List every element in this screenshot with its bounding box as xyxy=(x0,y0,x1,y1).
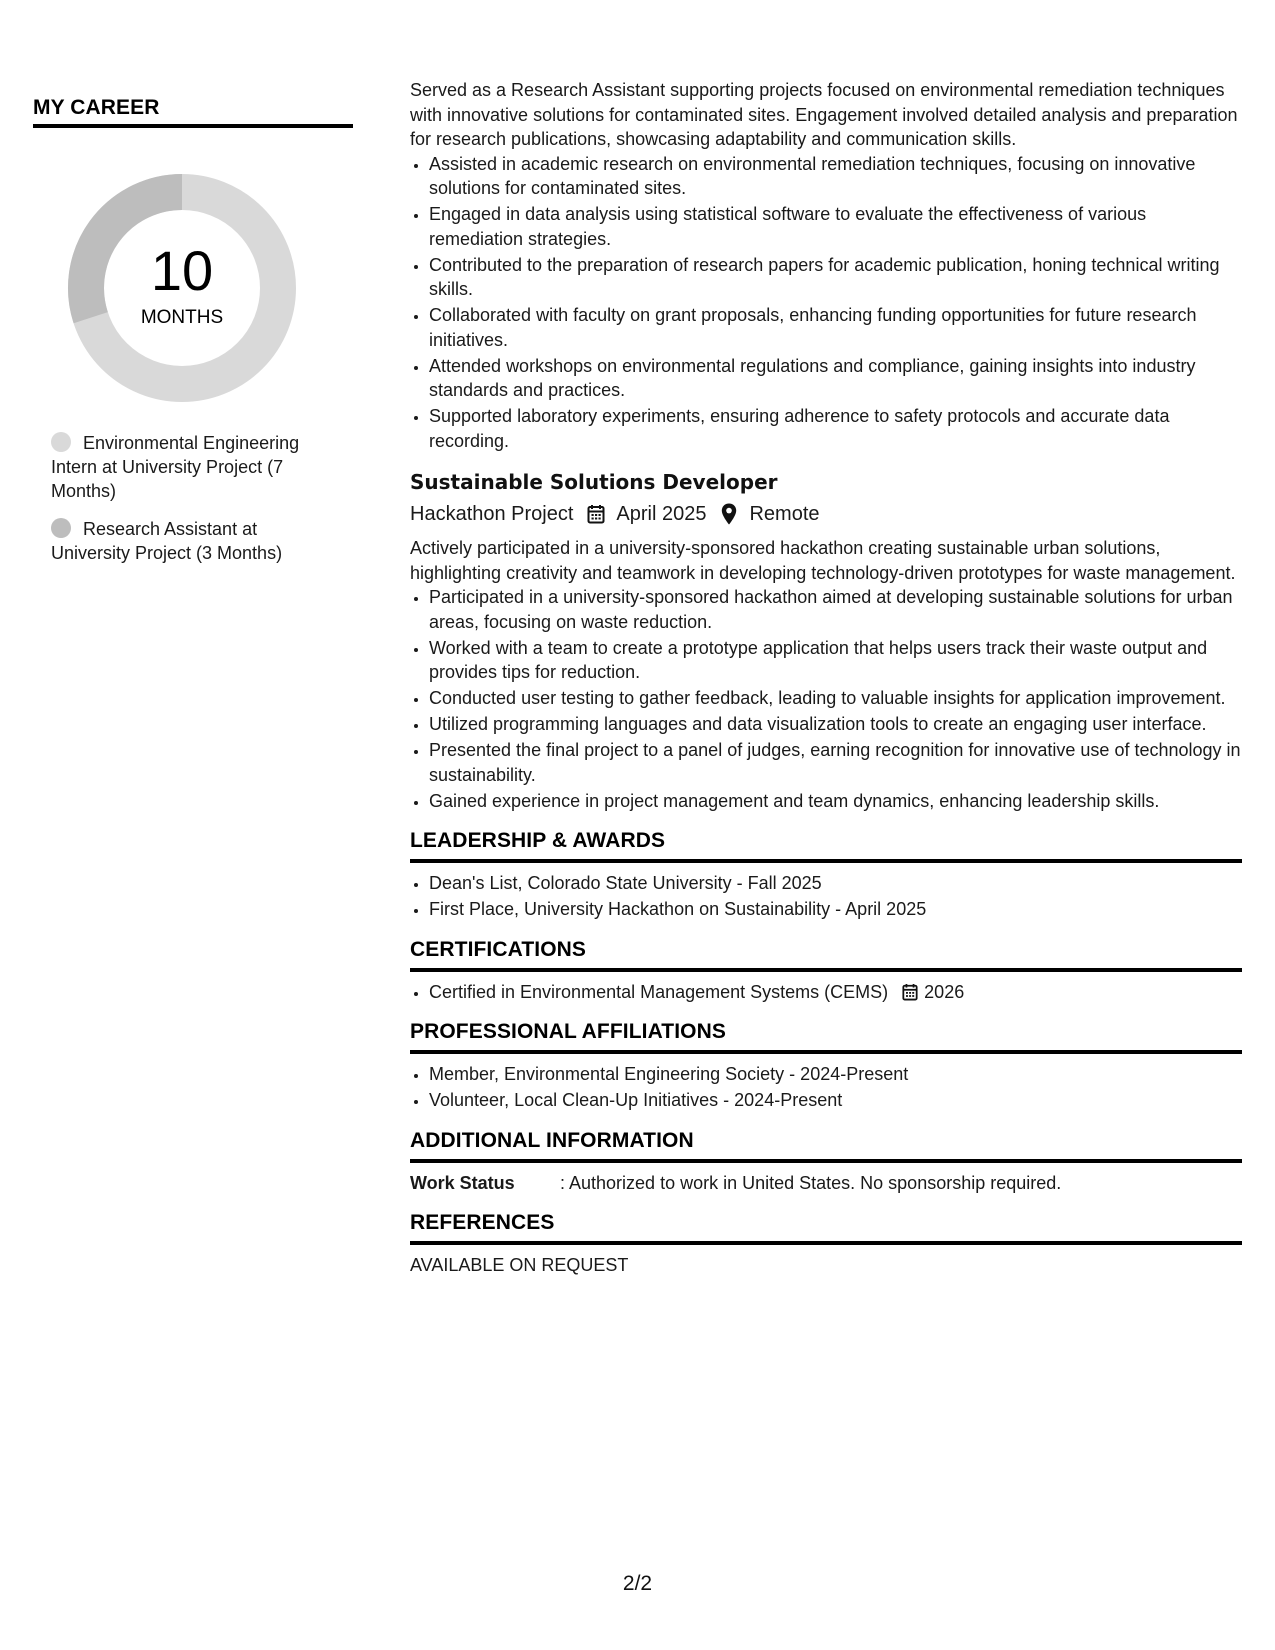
bullet-item: • Contributed to the preparation of research papers for academic publication, honing technical writing skills. xyxy=(429,253,1242,302)
career-donut-chart xyxy=(67,173,297,403)
job-meta xyxy=(410,501,1242,527)
career-legend xyxy=(51,431,326,565)
career-heading: MY CAREER xyxy=(33,96,353,128)
career-legend-item xyxy=(51,431,326,503)
bullet-item: • Worked with a team to create a prototype application that helps users track their waste output and provides tips for reduction. xyxy=(429,636,1242,685)
bullet-item: • Engaged in data analysis using statistical software to evaluate the effectiveness of various remediation strategies. xyxy=(429,202,1242,251)
certifications-section xyxy=(410,938,1242,1005)
affiliation-item: • Volunteer, Local Clean-Up Initiatives - 2024-Present xyxy=(429,1088,1242,1113)
affiliation-item: • Member, Environmental Engineering Society - 2024-Present xyxy=(429,1062,1242,1087)
awards-section xyxy=(410,829,1242,922)
certifications-heading: CERTIFICATIONS xyxy=(410,938,1242,972)
bullet-item: • Assisted in academic research on environmental remediation techniques, focusing on innovative solutions for contaminated sites. xyxy=(429,152,1242,201)
sidebar xyxy=(33,96,353,579)
research-summary: Served as a Research Assistant supporting projects focused on environmental remediation techniques with innovative solutions for contaminated sites. Engagement involved detailed analysis and preparation for research publications, showcasing adaptability and communication skills. xyxy=(410,80,1238,149)
award-item: • First Place, University Hackathon on Sustainability - April 2025 xyxy=(429,897,1242,922)
legend-dot-icon xyxy=(51,518,71,538)
job-summary: Actively participated in a university-sponsored hackathon creating sustainable urban solutions, highlighting creativity and teamwork in developing technology-driven prototypes for waste management. xyxy=(410,538,1236,583)
references-section xyxy=(410,1211,1242,1278)
bullet-item: • Gained experience in project management and team dynamics, enhancing leadership skills. xyxy=(429,789,1242,814)
job-bullets xyxy=(410,585,1242,813)
bullet-item: • Collaborated with faculty on grant proposals, enhancing funding opportunities for future research initiatives. xyxy=(429,303,1242,352)
location-pin-icon xyxy=(718,503,740,525)
career-legend-item xyxy=(51,517,326,565)
certification-item xyxy=(429,980,1242,1005)
calendar-icon xyxy=(902,983,920,1001)
work-status-value: : Authorized to work in United States. No sponsorship required. xyxy=(560,1172,1062,1193)
additional-info-heading: ADDITIONAL INFORMATION xyxy=(410,1129,1242,1163)
career-legend-label: Research Assistant at University Project (3 Months) xyxy=(51,519,283,563)
references-heading: REFERENCES xyxy=(410,1211,1242,1245)
donut-value: 10 xyxy=(150,239,214,302)
awards-list xyxy=(410,871,1242,922)
job-title: Sustainable Solutions Developer xyxy=(410,470,778,494)
legend-dot-icon xyxy=(51,432,71,452)
bullet-item: • Supported laboratory experiments, ensuring adherence to safety protocols and accurate data recording. xyxy=(429,404,1242,453)
affiliations-section xyxy=(410,1020,1242,1113)
additional-info-section xyxy=(410,1129,1242,1195)
bullet-item: • Utilized programming languages and data visualization tools to create an engaging user interface. xyxy=(429,712,1242,737)
bullet-item: • Participated in a university-sponsored hackathon aimed at developing sustainable solutions for urban areas, focusing on waste reduction. xyxy=(429,585,1242,634)
award-item: • Dean's List, Colorado State University - Fall 2025 xyxy=(429,871,1242,896)
main-column xyxy=(410,78,1242,1277)
donut-unit: MONTHS xyxy=(140,307,224,328)
bullet-item: • Presented the final project to a panel of judges, earning recognition for innovative use of technology in sustainability. xyxy=(429,738,1242,787)
bullet-item: • Attended workshops on environmental regulations and compliance, gaining insights into industry standards and practices. xyxy=(429,354,1242,403)
certification-year: 2026 xyxy=(924,981,965,1002)
job-company: Hackathon Project xyxy=(410,503,574,525)
references-text: AVAILABLE ON REQUEST xyxy=(410,1254,629,1275)
affiliations-heading: PROFESSIONAL AFFILIATIONS xyxy=(410,1020,1242,1054)
job-location: Remote xyxy=(749,503,820,525)
work-status-row xyxy=(410,1171,1242,1195)
certification-name: • Certified in Environmental Management Systems (CEMS) xyxy=(429,981,889,1002)
career-legend-label: Environmental Engineering Intern at University Project (7 Months) xyxy=(51,433,300,501)
affiliations-list xyxy=(410,1062,1242,1113)
research-assistant-entry xyxy=(410,78,1242,453)
job-entry xyxy=(410,470,1242,813)
certifications-list xyxy=(410,980,1242,1005)
bullet-item: • Conducted user testing to gather feedback, leading to valuable insights for application improvement. xyxy=(429,686,1242,711)
awards-heading: LEADERSHIP & AWARDS xyxy=(410,829,1242,863)
page-number: 2/2 xyxy=(622,1572,653,1595)
work-status-label: Work Status xyxy=(410,1172,515,1193)
job-date: April 2025 xyxy=(616,503,707,525)
calendar-icon xyxy=(585,503,607,525)
research-bullets xyxy=(410,152,1242,454)
